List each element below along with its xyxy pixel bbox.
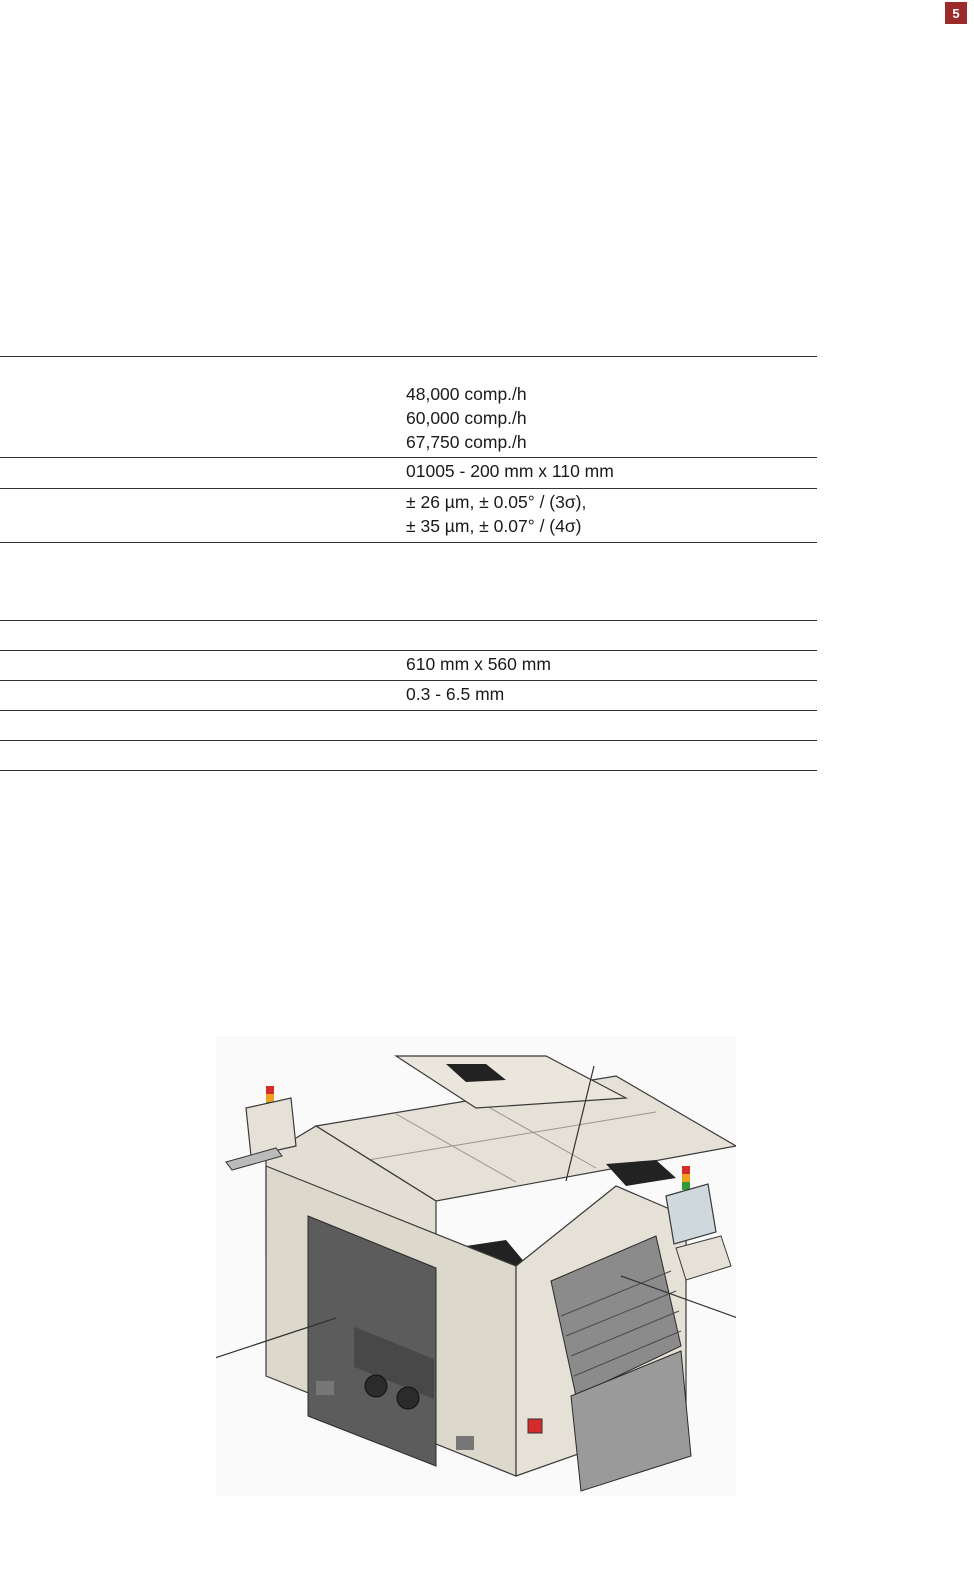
- row-values: [406, 681, 817, 710]
- row-label: [0, 651, 406, 680]
- fan-left: [365, 1375, 387, 1397]
- left-monitor: [246, 1098, 296, 1156]
- table-row: [0, 650, 817, 680]
- row-label: [0, 489, 406, 542]
- row-values: [406, 458, 817, 488]
- specification-table: [0, 356, 817, 771]
- row-label: [0, 711, 406, 740]
- machine-foot: [316, 1381, 334, 1395]
- row-label: [0, 681, 406, 710]
- signal-light-amber: [266, 1094, 274, 1102]
- accuracy-3sigma: ± 26 µm, ± 0.05° / (3σ),: [406, 492, 587, 512]
- table-row: [0, 356, 817, 457]
- signal-light-red: [266, 1086, 274, 1094]
- row-values: [406, 621, 817, 650]
- pick-and-place-machine-icon: [216, 1036, 736, 1496]
- machine-illustration: [216, 1036, 736, 1496]
- table-row: [0, 710, 817, 740]
- placement-speed-3: 67,750 comp./h: [406, 432, 527, 452]
- row-label: [0, 458, 406, 488]
- machine-foot: [456, 1436, 474, 1450]
- row-label: [0, 621, 406, 650]
- row-values: [406, 543, 817, 620]
- emergency-stop-button: [528, 1419, 542, 1433]
- table-row: [0, 740, 817, 771]
- right-monitor: [666, 1184, 716, 1244]
- table-row: [0, 488, 817, 542]
- rear-module: [396, 1056, 626, 1108]
- accuracy-4sigma: ± 35 µm, ± 0.07° / (4σ): [406, 516, 582, 536]
- table-row: [0, 620, 817, 650]
- placement-speed-1: 48,000 comp./h: [406, 384, 527, 404]
- row-values: [406, 651, 817, 680]
- placement-speed-2: 60,000 comp./h: [406, 408, 527, 428]
- component-range: 01005 - 200 mm x 110 mm: [406, 461, 614, 481]
- row-values: [406, 489, 817, 542]
- table-row: [0, 680, 817, 710]
- row-values: [406, 741, 817, 770]
- page-number-badge: 5: [945, 2, 967, 24]
- row-label: [0, 357, 406, 457]
- fan-right: [397, 1387, 419, 1409]
- row-label: [0, 543, 406, 620]
- signal-light-red: [682, 1166, 690, 1174]
- signal-light-amber: [682, 1174, 690, 1182]
- row-label: [0, 741, 406, 770]
- vent-right: [606, 1160, 676, 1186]
- signal-light-green: [682, 1182, 690, 1190]
- table-row: [0, 457, 817, 488]
- table-row: [0, 542, 817, 620]
- board-thickness: 0.3 - 6.5 mm: [406, 684, 505, 704]
- row-values: [406, 711, 817, 740]
- row-values: [406, 357, 817, 457]
- board-size: 610 mm x 560 mm: [406, 654, 551, 674]
